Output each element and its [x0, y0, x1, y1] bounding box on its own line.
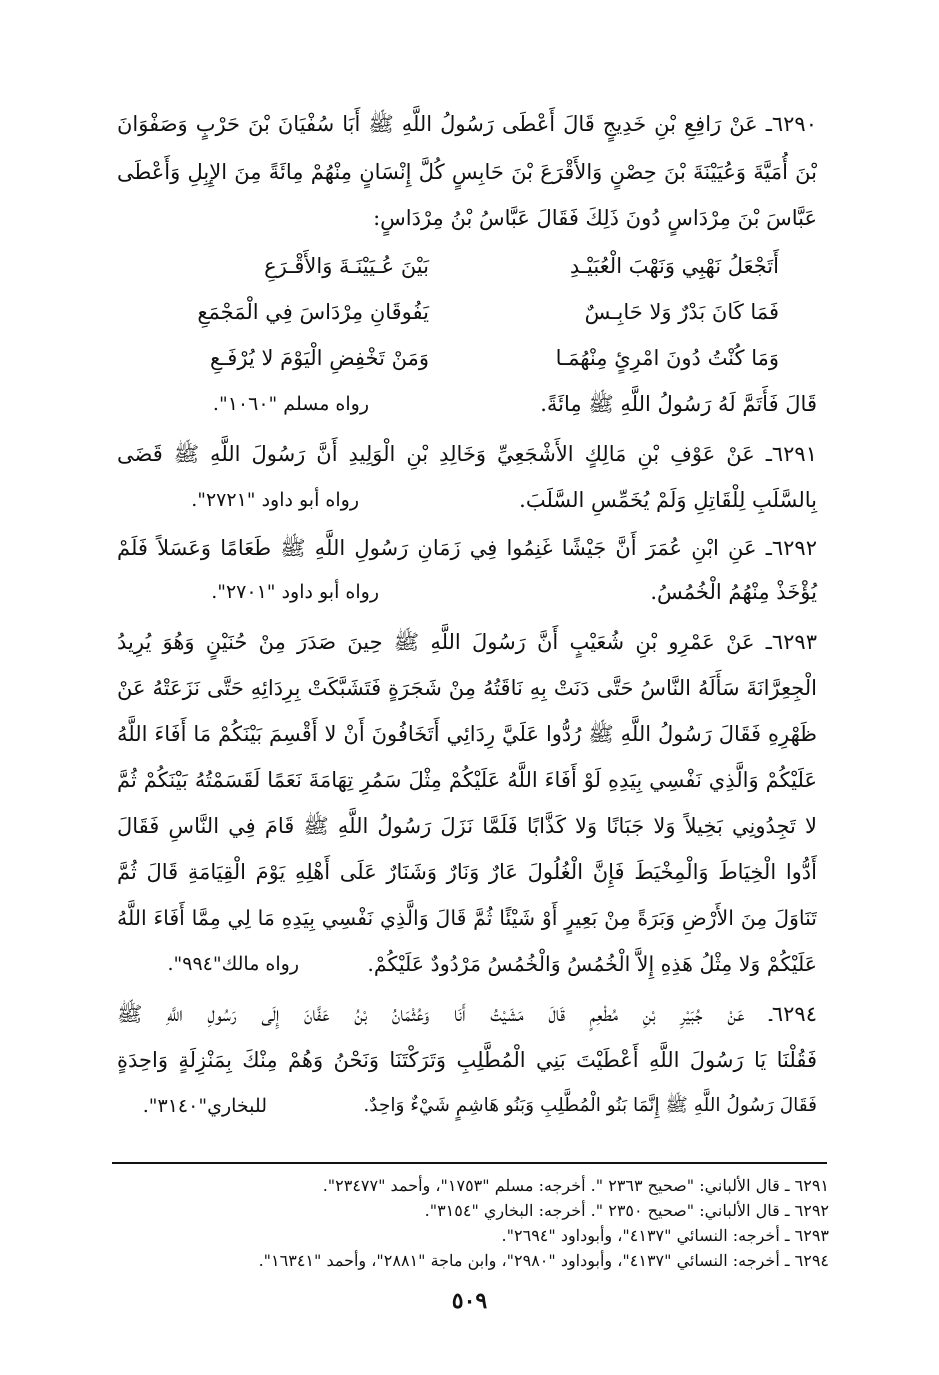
hadith-6294-line-2: فَقُلْنَا يَا رَسُولَ اللَّهِ أَعْطَيْتَ بَنِي الْمُطَّلِبِ وَتَرَكْتَنَا وَنَحْنُ وَهُمْ مِنْكَ بِمَنْزِلَةٍ وَاحِدَةٍ: [117, 1048, 817, 1072]
hadith-6293-line-1: ٦٢٩٣ـ عَنْ عَمْرِو بْنِ شُعَيْبٍ أَنَّ رَسُولَ اللَّهِ ﷺ حِينَ صَدَرَ مِنْ حُنَيْنٍ وَهُوَ يُرِيدُ: [117, 630, 817, 654]
hadith-6293-line-6: أَدُّوا الْخِيَاطَ وَالْمِخْيَطَ فَإِنَّ الْغُلُولَ عَارٌ وَنَارٌ وَشَنَارٌ عَلَى أَهْلِهِ يَوْمَ الْقِيَامَةِ قَالَ ثُمَّ: [117, 860, 817, 884]
hadith-6294-line-1: ٦٢٩٤ـ عَنْ جُبَيْرِ بْنِ مُطْعِمٍ قَالَ مَشَيْتُ أَنَا وَعُثْمَانُ بْنُ عَفَّانَ إِلَى رَسُولِ اللَّهِ ﷺ: [117, 1002, 817, 1026]
poem-verse-3-hemistich-1: وَمَا كُنْتُ دُونَ امْرِئٍ مِنْهُمَـا: [555, 346, 779, 370]
hadith-6293-final-line: عَلَيْكُمْ وَلا مِثْلُ هَذِهِ إِلاَّ الْخُمُسُ وَالْخُمُسُ مَرْدُودٌ عَلَيْكُمْ.: [367, 952, 817, 976]
hadith-6292-final-line: يُؤْخَذْ مِنْهُمُ الْخُمُسُ.: [650, 580, 817, 604]
footnote-6293: ٦٢٩٣ ـ أخرجه: النسائي "٤١٣٧"، وأبوداود "٢٦٩٤".: [501, 1226, 829, 1245]
poem-verse-3: [159, 338, 779, 378]
hadith-6290-line-2: بْنَ أُمَيَّةَ وَعُيَيْنَةَ بْنَ حِصْنٍ وَالأَقْرَعَ بْنَ حَابِسٍ كُلَّ إِنْسَانٍ مِنْهُمْ مِائَةً مِنَ الإِبِلِ وَأَعْطَى: [117, 160, 817, 184]
page-number: ٥٠٩: [451, 1288, 488, 1314]
hadith-6293-line-4: عَلَيْكُمْ وَالَّذِي نَفْسِي بِيَدِهِ لَوْ أَفَاءَ اللَّهُ عَلَيْكُمْ مِثْلَ سَمُرِ تِهَامَةَ نَعَمًا لَقَسَمْتُهُ بَيْنَكُمْ ثُمَّ: [117, 768, 817, 792]
hadith-6291-reference: رواه أبو داود "٢٧٢١".: [191, 489, 359, 511]
footnote-divider: [112, 1162, 827, 1164]
poem-verse-2: [159, 292, 779, 332]
poem-verse-1-hemistich-1: أَتَجْعَلُ نَهْبِي وَنَهْبَ الْعُبَيْـدِ: [569, 254, 779, 278]
hadith-6290-line-1: ٦٢٩٠ـ عَنْ رَافِعِ بْنِ خَدِيجٍ قَالَ أَعْطَى رَسُولُ اللَّهِ ﷺ أَبَا سُفْيَانَ بْنَ حَرْبٍ وَصَفْوَانَ: [117, 112, 817, 136]
hadith-6292-reference: رواه أبو داود "٢٧٠١".: [211, 581, 379, 603]
hadith-6290-reference: رواه مسلم "١٠٦٠".: [212, 393, 369, 415]
footnote-6292: ٦٢٩٢ ـ قال الألباني: "صحيح ٢٣٥٠ ". أخرجه: البخاري "٣١٥٤".: [424, 1201, 829, 1220]
poem-verse-3-hemistich-2: وَمَنْ تَخْفِضِ الْيَوْمَ لا يُرْفَـعِ: [209, 346, 429, 370]
footnote-6291: ٦٢٩١ ـ قال الألباني: "صحيح ٢٣٦٣ ". أخرجه: مسلم "١٧٥٣"، وأحمد "٢٣٤٧٧".: [322, 1176, 829, 1195]
hadith-6291-final-line: بِالسَّلَبِ لِلْقَاتِلِ وَلَمْ يُخَمِّسِ السَّلَبَ.: [519, 488, 817, 512]
hadith-6293-line-3: ظَهْرِهِ فَقَالَ رَسُولُ اللَّهِ ﷺ رُدُّوا عَلَيَّ رِدَائِي أَتَخَافُونَ أَنْ لا أَقْسِمَ بَيْنَكُمْ مَا أَفَاءَ اللَّهُ: [117, 722, 817, 746]
hadith-6290-final-line: قَالَ فَأَتَمَّ لَهُ رَسُولُ اللَّهِ ﷺ مِائَةً.: [540, 392, 817, 416]
hadith-6292-line-1: ٦٢٩٢ـ عَنِ ابْنِ عُمَرَ أَنَّ جَيْشًا غَنِمُوا فِي زَمَانِ رَسُولِ اللَّهِ ﷺ طَعَامًا وَعَسَلاً فَلَمْ: [117, 536, 817, 560]
poem-verse-2-hemistich-2: يَفُوقَانِ مِرْدَاسَ فِي الْمَجْمَعِ: [197, 300, 429, 324]
hadith-6290-line-3: عَبَّاسَ بْنَ مِرْدَاسٍ دُونَ ذَلِكَ فَقَالَ عَبَّاسُ بْنُ مِرْدَاسٍ:: [373, 206, 817, 230]
footnote-6294: ٦٢٩٤ ـ أخرجه: النسائي "٤١٣٧"، وأبوداود "٢٩٨٠"، وابن ماجة "٢٨٨١"، وأحمد "١٦٣٤١".: [258, 1251, 829, 1270]
hadith-6294-final-line: فَقَالَ رَسُولُ اللَّهِ ﷺ إِنَّمَا بَنُو الْمُطَّلِبِ وَبَنُو هَاشِمٍ شَيْءٌ وَاحِدٌ.: [363, 1095, 817, 1116]
poem-verse-2-hemistich-1: فَمَا كَانَ بَدْرٌ وَلا حَابِـسٌ: [584, 300, 779, 324]
hadith-6293-line-5: لا تَجِدُونِي بَخِيلاً وَلا جَبَانًا وَلا كَذَّابًا فَلَمَّا نَزَلَ رَسُولُ اللَّهِ ﷺ قَامَ فِي النَّاسِ فَقَالَ: [117, 814, 817, 838]
hadith-6291-line-1: ٦٢٩١ـ عَنْ عَوْفِ بْنِ مَالِكٍ الأَشْجَعِيِّ وَخَالِدِ بْنِ الْوَلِيدِ أَنَّ رَسُولَ اللَّهِ ﷺ قَضَى: [117, 442, 817, 466]
poem-verse-1: [159, 246, 779, 286]
hadith-6293-line-2: الْجِعِرَّانَةَ سَأَلَهُ النَّاسُ حَتَّى دَنَتْ بِهِ نَاقَتُهُ مِنْ شَجَرَةٍ فَتَشَبَّكَتْ بِرِدَائِهِ حَتَّى نَزَعَتْهُ عَنْ: [117, 676, 817, 700]
poem-verse-1-hemistich-2: بَيْنَ عُـيَيْنَـةَ وَالأَقْـرَعِ: [264, 254, 429, 278]
hadith-6293-reference: رواه مالك"٩٩٤".: [167, 953, 299, 975]
hadith-6294-reference: للبخاري"٣١٤٠".: [142, 1095, 267, 1117]
hadith-6293-line-7: تَنَاوَلَ مِنَ الأَرْضِ وَبَرَةً مِنْ بَعِيرٍ أَوْ شَيْئًا ثُمَّ قَالَ وَالَّذِي نَفْسِي بِيَدِهِ مَا لِي مِمَّا أَفَاءَ اللَّهُ: [117, 906, 817, 930]
